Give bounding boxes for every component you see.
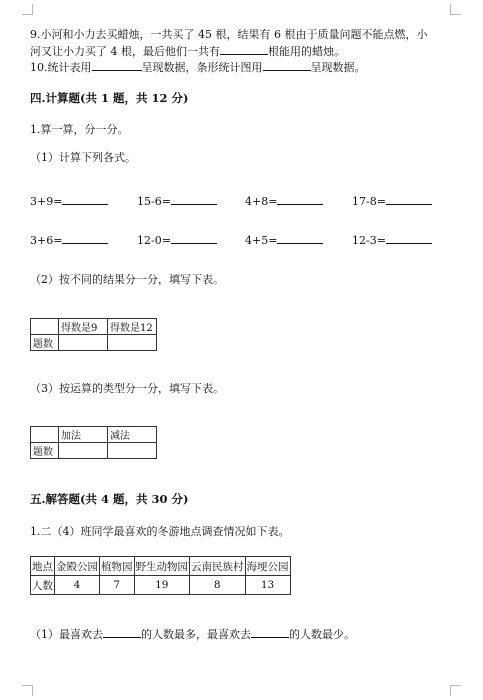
table-cell: 19	[134, 576, 190, 595]
table-cell	[31, 427, 59, 443]
sub-question-text: （1）最喜欢去	[30, 628, 103, 641]
table-row-label: 题数	[31, 443, 59, 459]
answer-blank[interactable]	[263, 59, 311, 71]
operation-table	[30, 426, 157, 459]
answer-blank[interactable]	[62, 193, 108, 205]
question-10-text-end: 呈现数据。	[310, 61, 366, 74]
answer-blank[interactable]	[386, 193, 432, 205]
equation: 12-0=	[137, 232, 217, 247]
table-header: 得数是9	[59, 319, 108, 335]
corner-mark	[450, 4, 461, 15]
section-4-part-2: （2）按不同的结果分一分，填写下表。	[30, 273, 224, 286]
table-cell: 7	[100, 576, 135, 595]
table-header: 海埂公园	[245, 557, 290, 576]
table-header: 云南民族村	[190, 557, 246, 576]
question-9-line2	[30, 43, 345, 59]
table-row-label: 题数	[31, 335, 59, 351]
section-4-question-1: 1.算一算，分一分。	[30, 123, 129, 136]
corner-mark	[450, 685, 461, 696]
section-4-part-1: （1）计算下列各式。	[30, 151, 136, 164]
corner-mark	[22, 685, 33, 696]
section-4-part-3: （3）按运算的类型分一分，填写下表。	[30, 382, 224, 395]
section-5-sub-question-1	[30, 626, 355, 642]
equation: 17-8=	[352, 193, 432, 208]
table-row-label: 人数	[31, 576, 55, 595]
answer-cell[interactable]	[59, 335, 108, 351]
answer-blank[interactable]	[92, 59, 142, 71]
answer-blank[interactable]	[251, 626, 289, 638]
table-cell: 8	[190, 576, 246, 595]
table-cell: 4	[55, 576, 100, 595]
sub-question-text-mid: 的人数最多，最喜欢去	[141, 628, 251, 641]
answer-blank[interactable]	[386, 232, 432, 244]
equation: 4+8=	[245, 193, 323, 208]
question-9-text-end: 根能用的蜡烛。	[268, 45, 345, 58]
answer-blank[interactable]	[171, 193, 217, 205]
section-5-title: 五.解答题(共 4 题，共 30 分)	[30, 492, 189, 506]
question-10-text-mid: 呈现数据，条形统计图用	[141, 61, 263, 74]
answer-cell[interactable]	[108, 335, 157, 351]
answer-cell[interactable]	[108, 443, 157, 459]
corner-mark	[22, 4, 33, 15]
equation: 12-3=	[352, 232, 432, 247]
equation: 3+6=	[30, 232, 108, 247]
answer-blank[interactable]	[103, 626, 141, 638]
answer-blank[interactable]	[277, 232, 323, 244]
section-4-title: 四.计算题(共 1 题，共 12 分)	[30, 91, 189, 105]
question-9-line1: 9.小河和小力去买蜡烛，一共买了 45 根，结果有 6 根由于质量问题不能点燃，小	[30, 28, 428, 41]
answer-blank[interactable]	[171, 232, 217, 244]
equation: 15-6=	[137, 193, 217, 208]
table-header: 野生动物园	[134, 557, 190, 576]
survey-table	[30, 556, 291, 595]
equation: 4+5=	[245, 232, 323, 247]
question-9-text: 河又让小力买了 4 根，最后他们一共有	[30, 45, 220, 58]
answer-blank[interactable]	[220, 43, 268, 55]
table-cell: 13	[245, 576, 290, 595]
sub-question-text-end: 的人数最少。	[289, 628, 355, 641]
table-header: 植物园	[100, 557, 135, 576]
table-cell	[31, 319, 59, 335]
table-header: 金殿公园	[55, 557, 100, 576]
equation: 3+9=	[30, 193, 108, 208]
table-header: 减法	[108, 427, 157, 443]
result-table	[30, 318, 157, 351]
table-header: 加法	[59, 427, 108, 443]
question-10	[30, 59, 366, 75]
answer-blank[interactable]	[277, 193, 323, 205]
answer-blank[interactable]	[62, 232, 108, 244]
answer-cell[interactable]	[59, 443, 108, 459]
table-header: 得数是12	[108, 319, 157, 335]
table-header: 地点	[31, 557, 55, 576]
question-10-text: 10.统计表用	[30, 61, 92, 74]
section-5-question-1: 1.二（4）班同学最喜欢的冬游地点调查情况如下表。	[30, 525, 290, 538]
